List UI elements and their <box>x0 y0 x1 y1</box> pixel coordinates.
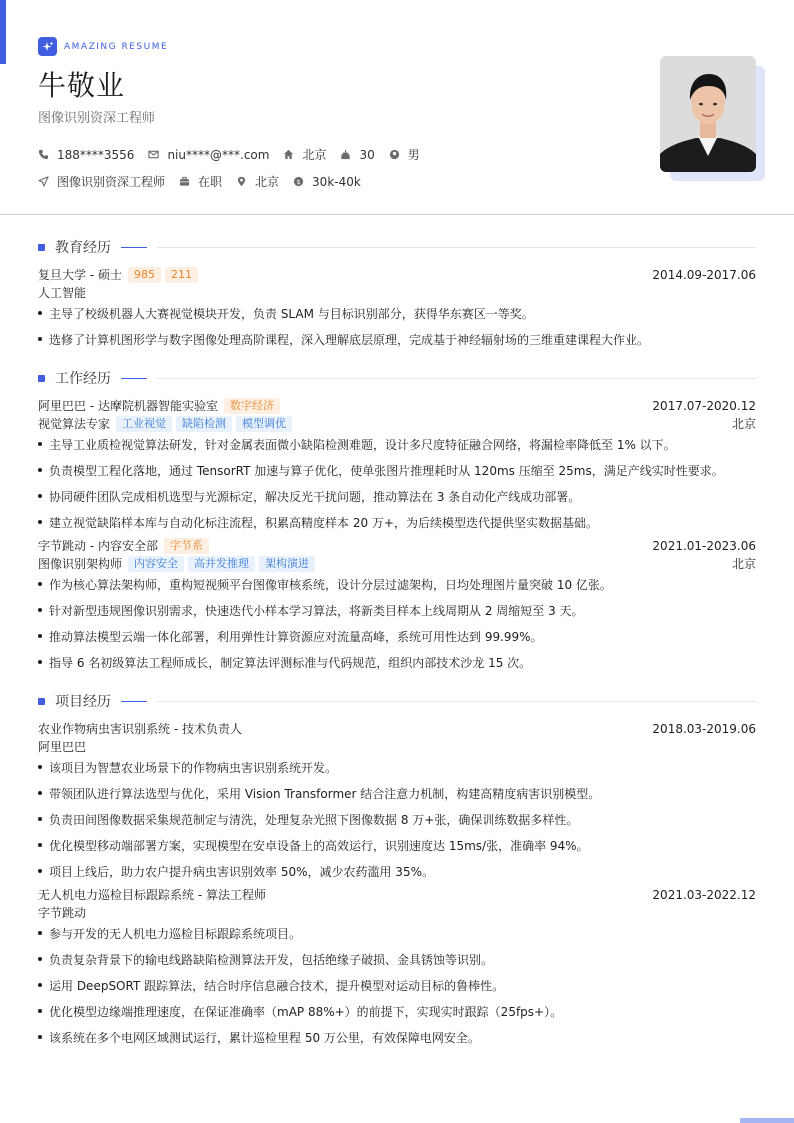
svg-text:$: $ <box>296 177 301 186</box>
job-bullet: 作为核心算法架构师，重构短视频平台图像审核系统，设计分层过滤架构，日均处理图片量突破 10 亿张。 <box>38 576 756 592</box>
section-rule <box>157 378 756 379</box>
job-role-row <box>38 415 756 432</box>
project-header-row <box>38 720 756 737</box>
section-accent-line <box>121 701 147 702</box>
phone-item <box>38 148 134 162</box>
company-tag: 数字经济 <box>224 398 280 414</box>
brand-text: AMAZING RESUME <box>64 41 169 52</box>
status-text: 在职 <box>198 175 223 189</box>
status-item <box>179 173 222 190</box>
target-role-item <box>38 173 165 190</box>
job-date: 2021.01-2023.06 <box>652 538 756 553</box>
school-tag: 985 <box>128 267 161 283</box>
education-major-row <box>38 284 756 301</box>
education-bullet: 主导了校级机器人大赛视觉模块开发，负责 SLAM 与目标识别部分，获得华东赛区一等奖。 <box>38 305 756 321</box>
cake-icon <box>340 149 351 160</box>
school-tag: 211 <box>165 267 198 283</box>
contact-row <box>38 146 434 163</box>
project-org-row <box>38 904 756 921</box>
job-bullet: 指导 6 名初级算法工程师成长，制定算法评测标准与代码规范，组织内部技术沙龙 15 次。 <box>38 654 756 670</box>
mail-icon <box>148 149 159 160</box>
money-icon <box>293 176 304 187</box>
work-section-header <box>38 369 756 387</box>
company-name: 字节跳动 - 内容安全部 <box>38 539 158 553</box>
section-accent-line <box>121 247 147 248</box>
gender-item <box>389 146 420 163</box>
job-role: 图像识别架构师 <box>38 557 123 571</box>
section-marker <box>38 375 45 382</box>
age-item <box>340 148 374 162</box>
project-header-row <box>38 886 756 903</box>
target-city-item <box>236 173 279 190</box>
brand <box>38 37 168 56</box>
profile-photo <box>660 56 756 172</box>
project-org: 阿里巴巴 <box>38 740 87 754</box>
projects-section-header <box>38 692 756 710</box>
target-role-text: 图像识别资深工程师 <box>57 175 166 189</box>
target-city-text: 北京 <box>255 175 280 189</box>
email-item <box>148 148 269 162</box>
company-name: 阿里巴巴 - 达摩院机器智能实验室 <box>38 399 218 413</box>
role-tag: 架构演进 <box>259 556 315 572</box>
home-city-text: 北京 <box>302 148 327 162</box>
job-bullet: 协同硬件团队完成相机选型与光源标定，解决反光干扰问题，推动算法在 3 条自动化产线成功部署。 <box>38 488 756 504</box>
education-bullet: 选修了计算机图形学与数字图像处理高阶课程，深入理解底层原理，完成基于神经辐射场的三维重建课程大作业。 <box>38 331 756 347</box>
section-marker <box>38 698 45 705</box>
project-bullet: 优化模型移动端部署方案，实现模型在安卓设备上的高效运行，识别速度达 15ms/张，准确率 94%。 <box>38 837 756 853</box>
job-city: 北京 <box>731 557 756 571</box>
role-tag: 内容安全 <box>128 556 184 572</box>
section-rule <box>157 247 756 248</box>
sparkle-icon <box>38 37 57 56</box>
candidate-name: 牛敬业 <box>38 69 126 102</box>
role-tag: 模型调优 <box>236 416 292 432</box>
section-marker <box>38 244 45 251</box>
home-icon <box>283 149 294 160</box>
company-tag: 字节系 <box>164 538 209 554</box>
project-date: 2018.03-2019.06 <box>652 721 756 736</box>
section-accent-line <box>121 378 147 379</box>
project-bullet: 优化模型边缘端推理速度，在保证准确率（mAP 88%+）的前提下，实现实时跟踪（25fps+）。 <box>38 1003 756 1019</box>
job-role-row <box>38 555 756 572</box>
work-heading: 工作经历 <box>55 371 111 387</box>
location-pin-icon <box>236 176 247 187</box>
project-name: 农业作物病虫害识别系统 - 技术负责人 <box>38 722 242 736</box>
age-text: 30 <box>359 147 375 162</box>
job-date: 2017.07-2020.12 <box>652 398 756 413</box>
school-name: 复旦大学 - 硕士 <box>38 268 122 282</box>
job-header-row <box>38 537 756 554</box>
project-org: 字节跳动 <box>38 906 87 920</box>
job-bullet: 针对新型违规图像识别需求，快速迭代小样本学习算法，将新类目样本上线周期从 2 周缩短至 3 天。 <box>38 602 756 618</box>
major: 人工智能 <box>38 286 87 300</box>
phone-icon <box>38 149 49 160</box>
briefcase-icon <box>179 176 190 187</box>
candidate-title: 图像识别资深工程师 <box>38 111 156 126</box>
education-heading: 教育经历 <box>55 240 111 256</box>
phone-text: 188****3556 <box>57 147 135 162</box>
job-bullet: 负责模型工程化落地，通过 TensorRT 加速与算子优化，使单张图片推理耗时从 120ms 压缩至 25ms，满足产线实时性要求。 <box>38 462 756 478</box>
role-tag: 工业视觉 <box>116 416 172 432</box>
salary-item <box>293 175 361 189</box>
education-row <box>38 266 756 283</box>
left-accent-bar <box>0 0 6 64</box>
education-section-header <box>38 238 756 256</box>
job-bullet: 推动算法模型云端一体化部署，利用弹性计算资源应对流量高峰，系统可用性达到 99.99%。 <box>38 628 756 644</box>
job-header-row <box>38 397 756 414</box>
job-city: 北京 <box>731 417 756 431</box>
projects-heading: 项目经历 <box>55 694 111 710</box>
home-city-item <box>283 146 326 163</box>
job-bullet: 建立视觉缺陷样本库与自动化标注流程，积累高精度样本 20 万+，为后续模型迭代提供坚实数据基础。 <box>38 514 756 530</box>
education-date: 2014.09-2017.06 <box>652 267 756 282</box>
project-bullet: 负责复杂背景下的输电线路缺陷检测算法开发，包括绝缘子破损、金具锈蚀等识别。 <box>38 951 756 967</box>
project-bullet: 带领团队进行算法选型与优化，采用 Vision Transformer 结合注意力机制，构建高精度病害识别模型。 <box>38 785 756 801</box>
send-icon <box>38 176 49 187</box>
gender-text: 男 <box>407 148 420 162</box>
project-org-row <box>38 738 756 755</box>
project-bullet: 负责田间图像数据采集规范制定与清洗，处理复杂光照下图像数据 8 万+张，确保训练数据多样性。 <box>38 811 756 827</box>
project-bullet: 运用 DeepSORT 跟踪算法，结合时序信息融合技术，提升模型对运动目标的鲁棒性。 <box>38 977 756 993</box>
role-tag: 缺陷检测 <box>176 416 232 432</box>
project-bullet: 该项目为智慧农业场景下的作物病虫害识别系统开发。 <box>38 759 756 775</box>
section-rule <box>157 701 756 702</box>
project-bullet: 参与开发的无人机电力巡检目标跟踪系统项目。 <box>38 925 756 941</box>
job-intent-row <box>38 173 375 190</box>
job-role: 视觉算法专家 <box>38 417 111 431</box>
project-bullet: 该系统在多个电网区域测试运行，累计巡检里程 50 万公里，有效保障电网安全。 <box>38 1029 756 1045</box>
bottom-accent-bar <box>740 1118 794 1123</box>
gender-icon <box>389 149 400 160</box>
project-name: 无人机电力巡检目标跟踪系统 - 算法工程师 <box>38 888 266 902</box>
role-tag: 高并发推理 <box>188 556 255 572</box>
job-bullet: 主导工业质检视觉算法研发，针对金属表面微小缺陷检测难题，设计多尺度特征融合网络，将漏检率降低至 1% 以下。 <box>38 436 756 452</box>
project-bullet: 项目上线后，助力农户提升病虫害识别效率 50%，减少农药滥用 35%。 <box>38 863 756 879</box>
project-date: 2021.03-2022.12 <box>652 887 756 902</box>
email-text: niu****@***.com <box>167 147 270 162</box>
header-divider <box>0 214 794 215</box>
salary-text: 30k-40k <box>312 174 361 189</box>
